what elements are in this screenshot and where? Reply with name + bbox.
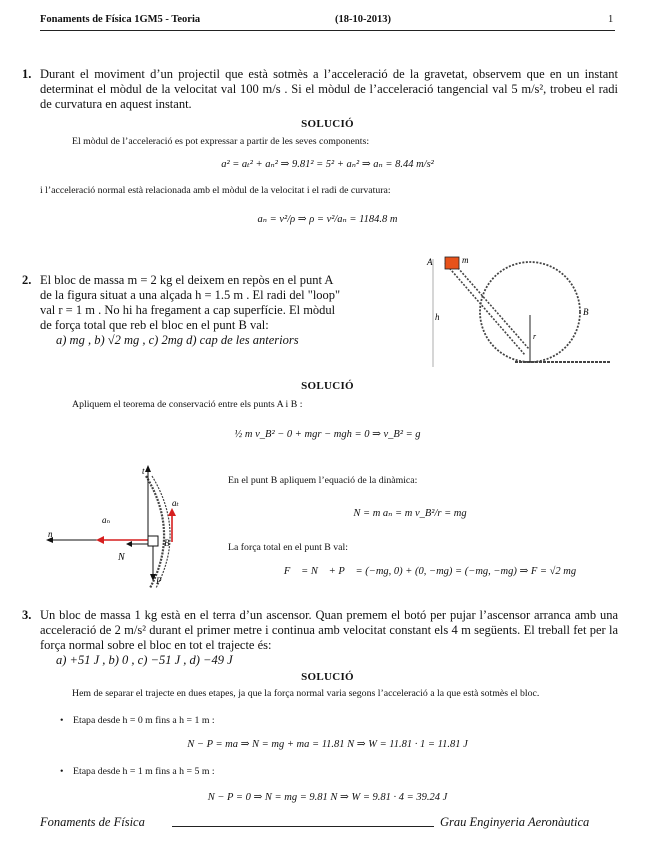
label-B-diagram: B (164, 538, 170, 548)
loop-figure (425, 255, 615, 370)
header-date: (18-10-2013) (335, 14, 391, 25)
label-A: A (427, 257, 433, 267)
footer-right: Grau Enginyeria Aeronàutica (440, 815, 590, 829)
q1-equation-2: aₙ = v²/ρ ⇒ ρ = v²/aₙ = 1184.8 m (257, 214, 398, 225)
block (445, 257, 459, 269)
curved-track-outer (152, 476, 170, 588)
label-at: aₜ (172, 498, 179, 508)
q1-text: Durant el moviment d’un projectil que està sotmès a l’acceleració de la gravetat, observem que en un instant determinat el mòdul de la velocitat val 100 m/s . Si el mòdul de l’acceleració tangencial val 5 m/s², trobeu el radi de curvatura en aquest instant. (40, 67, 618, 111)
q3-equation-2: N − P = 0 ⇒ N = mg = 9.81 N ⇒ W = 9.81 · 4 = 39.24 J (207, 792, 448, 803)
block-at-B (148, 536, 158, 546)
header-title: Fonaments de Física 1GM5 - Teoria (40, 14, 201, 25)
curved-track (146, 476, 164, 588)
q3-equation-1: N − P = ma ⇒ N = mg + ma = 11.81 N ⇒ W = 11.81 · 1 = 11.81 J (187, 739, 468, 750)
at-arrowhead (168, 508, 176, 516)
q2-line: val r = 1 m . No hi ha fregament a cap superfície. El mòdul (40, 303, 336, 317)
q2-equation-3: F⃗ = N⃗ + P⃗ = (−mg, 0) + (0, −mg) = (−mg, −mg) ⇒ F = √2 mg (283, 566, 577, 577)
header-rule (40, 30, 615, 31)
q2-dynamics-intro: En el punt B apliquem l’equació de la dinàmica: (228, 475, 418, 486)
q2-equation-1: ½ m v_B² − 0 + mgr − mgh = 0 ⇒ v_B² = g (234, 429, 421, 440)
ramp (445, 263, 525, 355)
q3-stage-1: Etapa desde h = 0 m fins a h = 1 m : (73, 715, 215, 726)
label-n: n (48, 529, 53, 539)
q1-middle: i l’acceleració normal està relacionada amb el mòdul de la velocitat i el radi de curvatura: (40, 185, 391, 196)
q2-text (40, 273, 400, 348)
q2-total-intro: La força total en el punt B val: (228, 542, 348, 553)
q1-solution-title: SOLUCIÓ (301, 118, 354, 130)
q3-options: a) +51 J , b) 0 , c) −51 J , d) −49 J (56, 653, 233, 667)
q2-solution-title: SOLUCIÓ (301, 380, 354, 392)
label-P: P (156, 576, 162, 586)
page-number: 1 (608, 14, 614, 25)
q1-equation-1: a² = aₜ² + aₙ² ⇒ 9.81² = 5² + aₙ² ⇒ aₙ = 8.44 m/s² (221, 159, 434, 170)
label-B: B (583, 307, 589, 317)
q3-solution-title: SOLUCIÓ (301, 671, 354, 683)
label-an: aₙ (102, 515, 111, 525)
q3-stage-1-bullet: • (60, 715, 64, 726)
label-N: N (118, 552, 125, 563)
q2-line: de la figura situat a una alçada h = 1.5 m . El radi del "loop" (40, 288, 341, 302)
footer-rule (172, 826, 434, 827)
q2-options: a) mg , b) √2 mg , c) 2mg d) cap de les anteriors (56, 333, 299, 347)
label-r: r (533, 332, 537, 341)
q1-intro: El mòdul de l’acceleració es pot expressar a partir de les seves components: (72, 136, 370, 147)
force-diagram (40, 460, 220, 590)
q2-intro: Apliquem el teorema de conservació entre els punts A i B : (72, 399, 303, 410)
q3-number: 3. (22, 608, 32, 622)
label-h: h (435, 312, 440, 322)
label-m: m (462, 255, 469, 265)
an-arrowhead (96, 536, 104, 544)
q2-number: 2. (22, 273, 32, 287)
q2-line: de força total que reb el bloc en el punt B val: (40, 318, 269, 332)
footer-left: Fonaments de Física (40, 815, 145, 829)
q3-intro: Hem de separar el trajecte en dues etapes, ja que la força normal varia segons l’acceleració a la que està sotmès el bloc. (72, 688, 540, 699)
q3-text: Un bloc de massa 1 kg està en el terra d’un ascensor. Quan premem el botó per pujar l’ascensor arranca amb una acceleració de 2 m/s² durant el primer metre i continua amb velocitat constant els 4 m següents. El treball fet per la força normal sobre el bloc en tot el trajecte és: (40, 608, 618, 652)
q2-equation-2: N = m aₙ = m v_B²/r = mg (353, 508, 467, 519)
q2-line: El bloc de massa m = 2 kg el deixem en repòs en el punt A (40, 273, 334, 287)
q1-number: 1. (22, 67, 32, 81)
tangent-arrowhead (145, 465, 151, 472)
q3-stage-2: Etapa desde h = 1 m fins a h = 5 m : (73, 766, 215, 777)
label-t: t (142, 466, 145, 476)
ramp-inner (451, 260, 529, 349)
q3-stage-2-bullet: • (60, 766, 64, 777)
N-arrowhead (126, 541, 132, 547)
